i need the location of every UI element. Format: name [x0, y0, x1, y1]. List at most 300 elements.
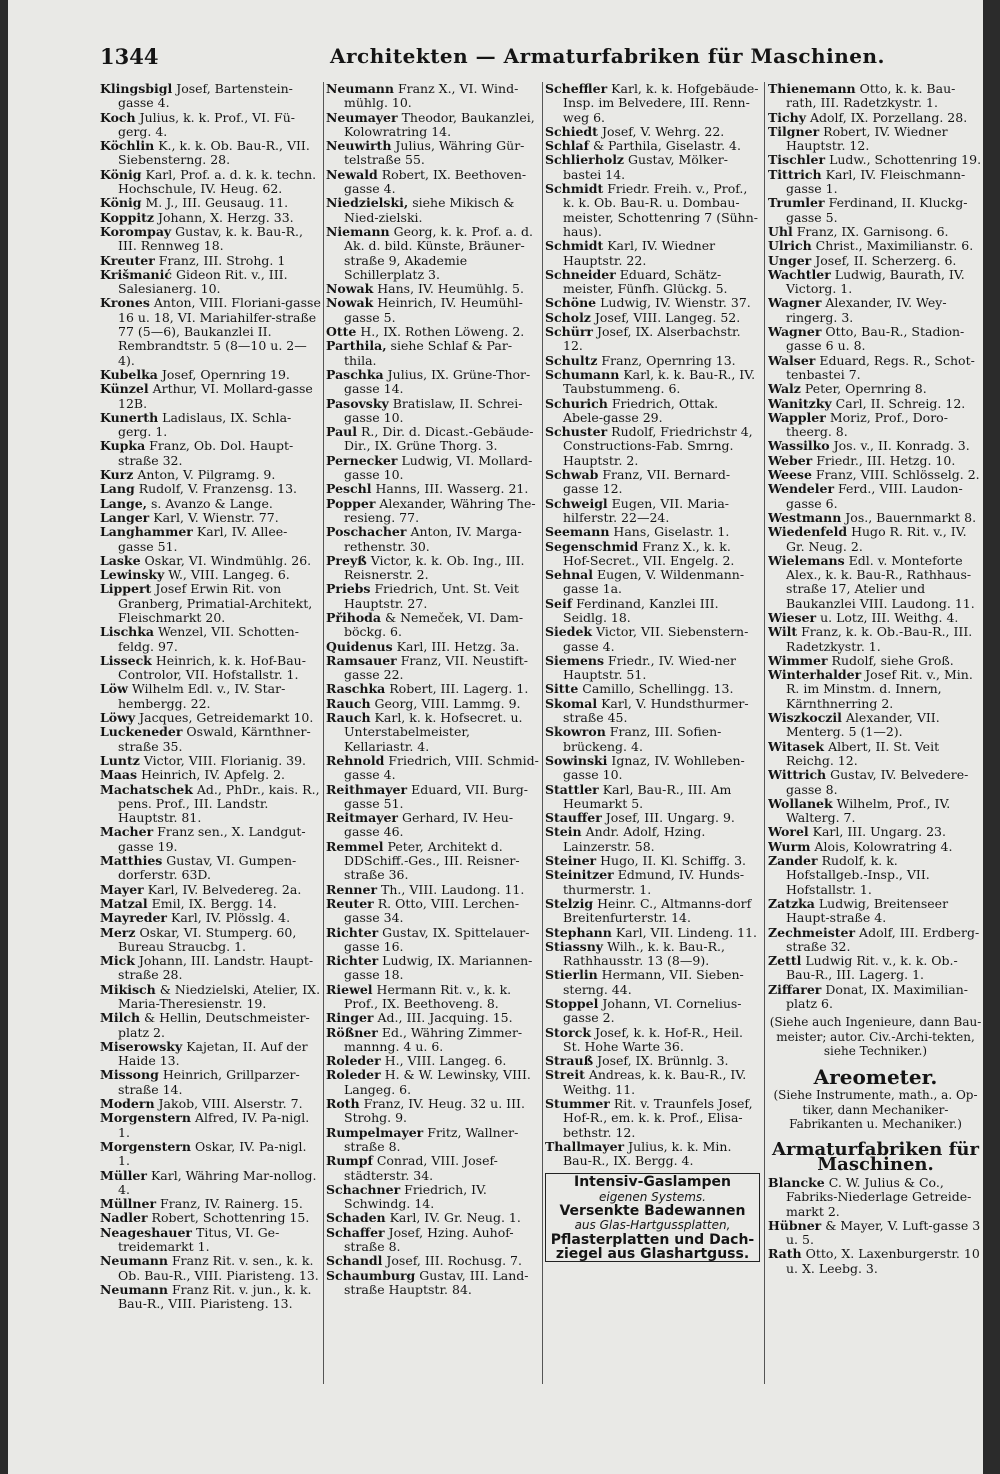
entry-name: Wiszkoczil [768, 710, 842, 726]
directory-page [8, 0, 983, 1474]
directory-entry [326, 296, 540, 325]
entry-name: Ramsauer [326, 652, 397, 668]
entry-details: siehe Schlaf & Par-thila. [344, 338, 513, 368]
directory-entry [100, 1011, 322, 1040]
column-divider [542, 82, 543, 1384]
entry-name: Klingsbigl [100, 82, 173, 96]
entry-name: Tilgner [768, 123, 820, 139]
directory-entry [100, 1097, 322, 1111]
entry-name: Krones [100, 295, 150, 311]
directory-entry [326, 754, 540, 783]
directory-entry [100, 1169, 322, 1198]
directory-entry [326, 482, 540, 496]
entry-name: Mayer [100, 881, 144, 897]
entry-details: Georg, VIII. Lammg. 9. [374, 695, 521, 711]
directory-entry [545, 625, 760, 654]
entry-name: Wielemans [768, 552, 845, 568]
directory-entry [545, 697, 760, 726]
entry-name: Wagner [768, 295, 822, 311]
entry-details: Oswald, Kärnthner-straße 35. [118, 724, 311, 754]
entry-details: Franz Rit. v. jun., k. k. Bau-R., VIII. Piaristeng. 13. [118, 1281, 312, 1312]
directory-entry [768, 411, 983, 440]
entry-name: Paschka [326, 366, 384, 382]
entry-details: Franz, Opernring 13. [601, 352, 736, 368]
entry-details: Camillo, Schellingg. 13. [582, 681, 734, 697]
entry-name: Schwab [545, 467, 599, 483]
directory-entry [100, 883, 322, 897]
directory-entry [768, 625, 983, 654]
entry-name: Köchlin [100, 138, 155, 154]
entry-name: Müller [100, 1167, 147, 1183]
entry-details: R. Otto, VIII. Lerchen-gasse 34. [344, 895, 520, 926]
directory-entry [545, 525, 760, 539]
entry-name: Peschl [326, 481, 372, 497]
directory-entry [768, 296, 983, 325]
entry-details: Kajetan, II. Auf der Haide 13. [118, 1038, 308, 1069]
entry-name: Wendeler [768, 481, 835, 497]
entry-name: Skomal [545, 695, 598, 711]
directory-entry [100, 711, 322, 725]
ad-line: eigenen Systems. [599, 1189, 706, 1204]
directory-entry [326, 711, 540, 754]
directory-entry [768, 196, 983, 225]
directory-entry [100, 911, 322, 925]
entry-details: Josef, Bartenstein-gasse 4. [118, 82, 293, 111]
entry-details: Alexander, IV. Wey-ringerg. 3. [786, 295, 947, 325]
entry-details: Hugo R. Rit. v., IV. Gr. Neug. 2. [786, 524, 967, 554]
entry-details: Karl, Prof. a. d. k. k. techn. Hochschule, IV. Heug. 62. [118, 166, 317, 197]
entry-name: Schneider [545, 266, 616, 282]
entry-name: Walz [768, 381, 801, 397]
entry-details: Anton, VIII. Floriani-gasse 16 u. 18, VI. Mariahilfer-straße 77 (5—6), Baukanzlei II. Rembrandtstr. 5 (8—10 u. 2—4). [118, 295, 321, 368]
directory-entry [100, 482, 322, 496]
entry-details: Josef, VIII. Langeg. 52. [594, 309, 741, 325]
entry-name: Schiedt [545, 123, 598, 139]
entry-name: Matzal [100, 895, 148, 911]
entry-details: Victor, VII. Siebenstern-gasse 4. [563, 624, 749, 654]
entry-details: Karl, VII. Lindeng. 11. [615, 924, 758, 940]
entry-details: s. Avanzo & Lange. [151, 495, 273, 511]
ad-line: Intensiv-Gaslampen [574, 1173, 731, 1190]
entry-details: Alois, Kolowratring 4. [814, 838, 953, 854]
entry-details: Bratislaw, II. Schrei-gasse 10. [344, 395, 523, 425]
entry-name: Seemann [545, 524, 610, 540]
directory-entry [326, 811, 540, 840]
entry-details: Ludwig, Breitenseer Haupt-straße 4. [786, 895, 949, 926]
entry-name: Stauffer [545, 810, 602, 826]
ad-line: Versenkte Badewannen [559, 1203, 746, 1220]
entry-details: Ferdinand, Kanzlei III. Seidlg. 18. [563, 595, 719, 625]
directory-entry [545, 1097, 760, 1140]
entry-details: Johann, III. Landstr. Haupt-straße 28. [118, 953, 314, 983]
entry-details: Rudolf, k. k. Hofstallgeb.-Insp., VII. Hofstallstr. 1. [786, 853, 930, 897]
entry-details: Jos., Bauernmarkt 8. [845, 509, 977, 525]
entry-name: Lisseck [100, 652, 152, 668]
entry-name: Remmel [326, 838, 384, 854]
entry-details: Karl, k. k. Bau-R., IV. Taubstummeng. 6. [563, 366, 756, 397]
entry-name: Schlaf [545, 138, 589, 154]
entry-details: Karl, IV. Wiedner Hauptstr. 22. [563, 238, 716, 268]
entry-name: Renner [326, 881, 378, 897]
directory-entry [768, 525, 983, 554]
entry-details: Karl, V. Hundsthurmer-straße 45. [563, 695, 749, 726]
entry-name: König [100, 195, 142, 211]
directory-entry [326, 1126, 540, 1155]
entry-details: Karl, IV. Belvedereg. 2a. [147, 881, 302, 897]
entry-name: Tichy [768, 109, 807, 125]
column-divider [764, 82, 765, 1384]
directory-entry [768, 111, 983, 125]
directory-entry [768, 740, 983, 769]
directory-entry [545, 754, 760, 783]
directory-entry [545, 997, 760, 1026]
entry-details: Josef, k. k. Hof-R., Heil. St. Hohe Warte 36. [563, 1024, 743, 1054]
directory-entry [768, 854, 983, 897]
directory-entry [545, 825, 760, 854]
entry-name: Steiner [545, 853, 597, 869]
entry-details: Christ., Maximilianstr. 6. [815, 238, 974, 254]
entry-details: Franz, VII. Bernard-gasse 12. [563, 467, 731, 497]
entry-details: Edmund, IV. Hunds-thurmerstr. 1. [563, 867, 745, 897]
directory-entry [326, 425, 540, 454]
directory-entry [768, 482, 983, 511]
entry-name: Laske [100, 552, 141, 568]
entry-details: Wilhelm Edl. v., IV. Star-hembergg. 22. [118, 681, 286, 711]
entry-name: Storck [545, 1024, 591, 1040]
directory-entry [768, 840, 983, 854]
entry-details: Ad., III. Jacquing. 15. [377, 1010, 513, 1026]
directory-entry [100, 1211, 322, 1225]
directory-entry [545, 153, 760, 182]
directory-entry [326, 1183, 540, 1212]
entry-name: Schachner [326, 1181, 401, 1197]
entry-name: Missong [100, 1067, 159, 1083]
entry-name: Niedzielski, [326, 195, 409, 211]
entry-details: Hans, Giselastr. 1. [613, 524, 730, 540]
entry-details: Rudolf, Friedrichstr 4, Constructions-Fab. Smrng. Hauptstr. 2. [563, 424, 753, 468]
directory-entry [545, 725, 760, 754]
entry-details: Karl, IV. Gr. Neug. 1. [389, 1210, 521, 1226]
directory-entry [768, 153, 983, 167]
entry-name: Schürr [545, 324, 593, 340]
entry-details: Karl, IV. Plösslg. 4. [171, 910, 291, 926]
entry-details: Hugo, II. Kl. Schiffg. 3. [600, 853, 747, 869]
section-3-list [768, 1176, 983, 1276]
directory-entry [545, 811, 760, 825]
entry-details: Andr. Adolf, Hzing. Lainzerstr. 58. [563, 824, 706, 854]
entry-name: Scheffler [545, 82, 608, 96]
entry-details: Ladislaus, IX. Schla-gerg. 1. [118, 409, 292, 440]
entry-name: Wachtler [768, 266, 831, 282]
directory-entry [100, 825, 322, 854]
entry-details: Anton, V. Pilgramg. 9. [137, 467, 276, 483]
entry-details: Robert, IV. Wiedner Hauptstr. 12. [786, 123, 948, 154]
entry-name: Niemann [326, 223, 390, 239]
cross-reference-note: (Siehe Instrumente, math., a. Op-tiker, dann Mechaniker-Fabrikanten u. Mechaniker.) [773, 1088, 978, 1132]
directory-entry [545, 182, 760, 239]
entry-details: Ferdinand, II. Kluckg-gasse 5. [786, 195, 968, 225]
entry-details: Jos. v., II. Konradg. 3. [833, 438, 970, 454]
entry-name: Schmidt [545, 181, 604, 197]
entry-name: Weber [768, 452, 813, 468]
entry-name: Korompay [100, 223, 172, 239]
entry-name: Winterhalder [768, 667, 862, 683]
directory-entry [545, 139, 760, 153]
directory-entry [326, 168, 540, 197]
entry-name: Sowinski [545, 752, 608, 768]
entry-name: Tittrich [768, 166, 822, 182]
entry-details: Peter, Opernring 8. [804, 381, 927, 397]
entry-name: Wittrich [768, 767, 827, 783]
directory-entry [545, 296, 760, 310]
entry-name: Parthila, [326, 338, 387, 354]
entry-details: Johann, X. Herzg. 33. [158, 209, 294, 225]
entry-details: M. J., III. Geusaug. 11. [145, 195, 289, 211]
directory-entry [326, 654, 540, 683]
entry-name: Neumann [100, 1281, 168, 1297]
entry-name: Skowron [545, 724, 606, 740]
entry-details: Franz, IV. Rainerg. 15. [160, 1196, 303, 1212]
entry-details: Franz, VIII. Schlösselg. 2. [815, 467, 980, 483]
entry-name: Koppitz [100, 209, 155, 225]
entry-name: Steinitzer [545, 867, 614, 883]
entry-name: Macher [100, 824, 154, 840]
entry-name: Kupka [100, 438, 146, 454]
entry-details: Peter, Architekt d. DDSchiff.-Ges., III. Reisner-straße 36. [344, 838, 520, 883]
directory-entry [100, 296, 322, 367]
entry-details: & Hellin, Deutschmeister-platz 2. [118, 1010, 310, 1040]
entry-name: Morgenstern [100, 1110, 191, 1126]
entry-details: Karl, III. Hetzg. 3a. [396, 638, 520, 654]
entry-details: Friedr., IV. Wied-ner Hauptstr. 51. [563, 652, 736, 683]
entry-name: Rauch [326, 710, 371, 726]
entry-details: Wilh., k. k. Bau-R., Rathhausstr. 13 (8—9). [563, 938, 725, 969]
entry-details: Friedr., III. Hetzg. 10. [816, 452, 956, 468]
entry-details: Rudolf, V. Franzensg. 13. [138, 481, 298, 497]
entry-details: Franz X., VI. Wind-mühlg. 10. [344, 82, 519, 111]
directory-entry [545, 325, 760, 354]
directory-entry [545, 1140, 760, 1169]
entry-name: Newald [326, 166, 378, 182]
column-4 [768, 82, 983, 1474]
directory-entry [545, 854, 760, 868]
entry-details: Franz sen., X. Landgut-gasse 19. [118, 824, 306, 854]
entry-name: Künzel [100, 381, 149, 397]
directory-entry [768, 554, 983, 611]
entry-name: Wagner [768, 324, 822, 340]
entry-details: Emil, IX. Bergg. 14. [151, 895, 277, 911]
entry-details: Julius, IX. Grüne-Thor-gasse 14. [344, 366, 531, 397]
directory-entry [768, 711, 983, 740]
directory-entry [326, 139, 540, 168]
directory-entry [768, 926, 983, 955]
entry-details: Ed., Währing Zimmer-mannng. 4 u. 6. [344, 1024, 523, 1054]
entry-details: Karl, IV. Fleischmann-gasse 1. [786, 166, 966, 197]
entry-details: Heinr. C., Altmanns-dorf Breitenfurterstr. 14. [563, 895, 752, 926]
entry-name: Otte [326, 324, 357, 340]
directory-entry [545, 311, 760, 325]
entry-name: Nadler [100, 1210, 148, 1226]
directory-entry [100, 82, 322, 111]
entry-details: Eugen, V. Wildenmann-gasse 1a. [563, 567, 745, 597]
entry-name: Zechmeister [768, 924, 856, 940]
directory-entry [768, 668, 983, 711]
entry-name: Rumpelmayer [326, 1124, 424, 1140]
entry-details: Josef, IX. Brünnlg. 3. [597, 1053, 729, 1069]
entry-details: C. W. Julius & Co., Fabriks-Niederlage Getreide-markt 2. [786, 1174, 972, 1219]
entry-details: Oskar, VI. Stumperg. 60, Bureau Straucbg. 1. [118, 924, 297, 954]
entry-name: Nowak [326, 295, 374, 311]
entry-details: Robert, III. Lagerg. 1. [389, 681, 529, 697]
entry-name: Sitte [545, 681, 579, 697]
entry-name: Schaden [326, 1210, 386, 1226]
directory-entry [326, 1097, 540, 1126]
entry-details: Ludwig, IV. Wienstr. 37. [600, 295, 751, 311]
entry-details: Heinrich, Grillparzer-straße 14. [118, 1067, 300, 1097]
entry-name: Stein [545, 824, 582, 840]
entry-details: Franz, IV. Heug. 32 u. III. Strohg. 9. [344, 1096, 525, 1126]
entry-name: Streit [545, 1067, 585, 1083]
entry-details: Franz Rit. v. sen., k. k. Ob. Bau-R., VIII. Piaristeng. 13. [118, 1253, 319, 1283]
entry-details: Josef, V. Wehrg. 22. [601, 123, 725, 139]
directory-entry [100, 897, 322, 911]
column-1 [100, 82, 322, 1474]
directory-entry [326, 554, 540, 583]
entry-details: Gerhard, IV. Heu-gasse 46. [344, 810, 514, 840]
entry-details: Josef, Opernring 19. [161, 366, 290, 382]
entry-details: Ludw., Schottenring 19. [829, 152, 982, 168]
directory-entry [100, 854, 322, 883]
entry-name: Lippert [100, 581, 152, 597]
entry-name: Neumann [326, 82, 394, 96]
directory-entry [768, 611, 983, 625]
directory-entry [326, 111, 540, 140]
directory-entry [326, 926, 540, 955]
entry-details: Josef, Hzing. Auhof-straße 8. [344, 1224, 514, 1255]
entry-name: Stierlin [545, 967, 598, 983]
entry-name: Poschacher [326, 524, 407, 540]
entry-name: Kubelka [100, 366, 158, 382]
entry-details: Josef Rit. v., Min. R. im Minstm. d. Innern, Kärnthnerring 2. [786, 667, 973, 711]
entry-details: Eugen, VII. Maria-hilferstr. 22—24. [563, 495, 729, 525]
entry-name: Morgenstern [100, 1138, 191, 1154]
entry-name: Thallmayer [545, 1138, 625, 1154]
entry-details: W., VIII. Langeg. 6. [168, 567, 290, 583]
directory-entry [545, 268, 760, 297]
directory-entry [100, 439, 322, 468]
entry-details: & Mayer, V. Luft-gasse 3 u. 5. [786, 1217, 981, 1248]
entry-name: Scholz [545, 309, 591, 325]
directory-entry [768, 454, 983, 468]
directory-entry [545, 654, 760, 683]
directory-entry [100, 783, 322, 826]
entry-details: Hermann, VII. Sieben-sterng. 44. [563, 967, 744, 997]
entry-name: Merz [100, 924, 136, 940]
entry-details: Franz, III. Strohg. 1 [158, 252, 286, 268]
directory-entry [100, 1111, 322, 1140]
directory-entry [768, 254, 983, 268]
directory-entry [326, 954, 540, 983]
entry-details: Theodor, Baukanzlei, Kolowratring 14. [344, 109, 535, 139]
directory-entry [545, 940, 760, 969]
directory-entry [545, 1068, 760, 1097]
entry-name: Schweigl [545, 495, 608, 511]
entry-name: Paul [326, 424, 357, 440]
entry-name: Tischler [768, 152, 826, 168]
entry-name: Riewel [326, 981, 373, 997]
directory-entry [768, 354, 983, 383]
entry-details: Franz, VII. Neustift-gasse 22. [344, 652, 528, 683]
directory-entry [100, 725, 322, 754]
entry-name: Löw [100, 681, 128, 697]
entry-name: Zatzka [768, 895, 815, 911]
directory-entry [100, 411, 322, 440]
directory-entry [768, 168, 983, 197]
entry-name: Neumayer [326, 109, 398, 125]
directory-entry [545, 783, 760, 812]
entry-name: Reithmayer [326, 781, 408, 797]
directory-entry [326, 368, 540, 397]
entry-details: Edl. v. Monteforte Alex., k. k. Bau-R., Rathhaus-straße 17, Atelier und Baukanzlei VIII. Laudong. 11. [786, 552, 975, 611]
entry-name: Lange, [100, 495, 148, 511]
directory-entry [326, 525, 540, 554]
entry-name: Přihoda [326, 609, 381, 625]
entry-name: Zander [768, 853, 818, 869]
entry-name: Schurich [545, 395, 608, 411]
directory-entry [545, 82, 760, 125]
entry-details: Franz, III. Sofien-brückeng. 4. [563, 724, 722, 754]
entry-name: Schuster [545, 424, 608, 440]
directory-entry [326, 397, 540, 426]
entry-name: Lewinsky [100, 567, 165, 583]
ad-line: aus Glas-Hartgussplatten, [574, 1218, 731, 1233]
entry-details: Fritz, Wallner-straße 8. [344, 1124, 519, 1154]
entry-details: siehe Mikisch & Nied-zielski. [344, 195, 515, 225]
directory-entry [100, 111, 322, 140]
directory-entry [326, 497, 540, 526]
directory-entry [768, 1219, 983, 1248]
directory-entry [768, 654, 983, 668]
advertisement [545, 1173, 760, 1263]
entry-name: Pernecker [326, 452, 398, 468]
entry-name: Langhammer [100, 524, 193, 540]
entry-name: Stoppel [545, 996, 599, 1011]
directory-entry [100, 1254, 322, 1283]
entry-details: Johann, VI. Cornelius-gasse 2. [563, 996, 742, 1026]
directory-entry [545, 354, 760, 368]
entry-name: Schöne [545, 295, 597, 311]
directory-entry [326, 883, 540, 897]
entry-details: Friedrich, Ottak. Abele-gasse 29. [563, 395, 719, 425]
column-2 [326, 82, 540, 1474]
directory-entry [326, 897, 540, 926]
entry-details: Friedrich, Unt. St. Veit Hauptstr. 27. [344, 581, 519, 611]
directory-entry [100, 1197, 322, 1211]
directory-entry [100, 954, 322, 983]
entry-name: Popper [326, 495, 376, 511]
entry-details: Gustav, III. Land-straße Hauptstr. 84. [344, 1267, 529, 1297]
section-heading-areometer: Areometer. [813, 1065, 938, 1090]
entry-details: Victor, VIII. Florianig. 39. [143, 752, 307, 768]
directory-entry [326, 454, 540, 483]
directory-entry [545, 597, 760, 626]
entry-details: Hermann Rit. v., k. k. Prof., IX. Beethoveng. 8. [344, 981, 512, 1011]
directory-entry [100, 768, 322, 782]
directory-entry [768, 511, 983, 525]
directory-entry [326, 1054, 540, 1068]
directory-entry [100, 754, 322, 768]
entry-name: Wollanek [768, 795, 833, 811]
